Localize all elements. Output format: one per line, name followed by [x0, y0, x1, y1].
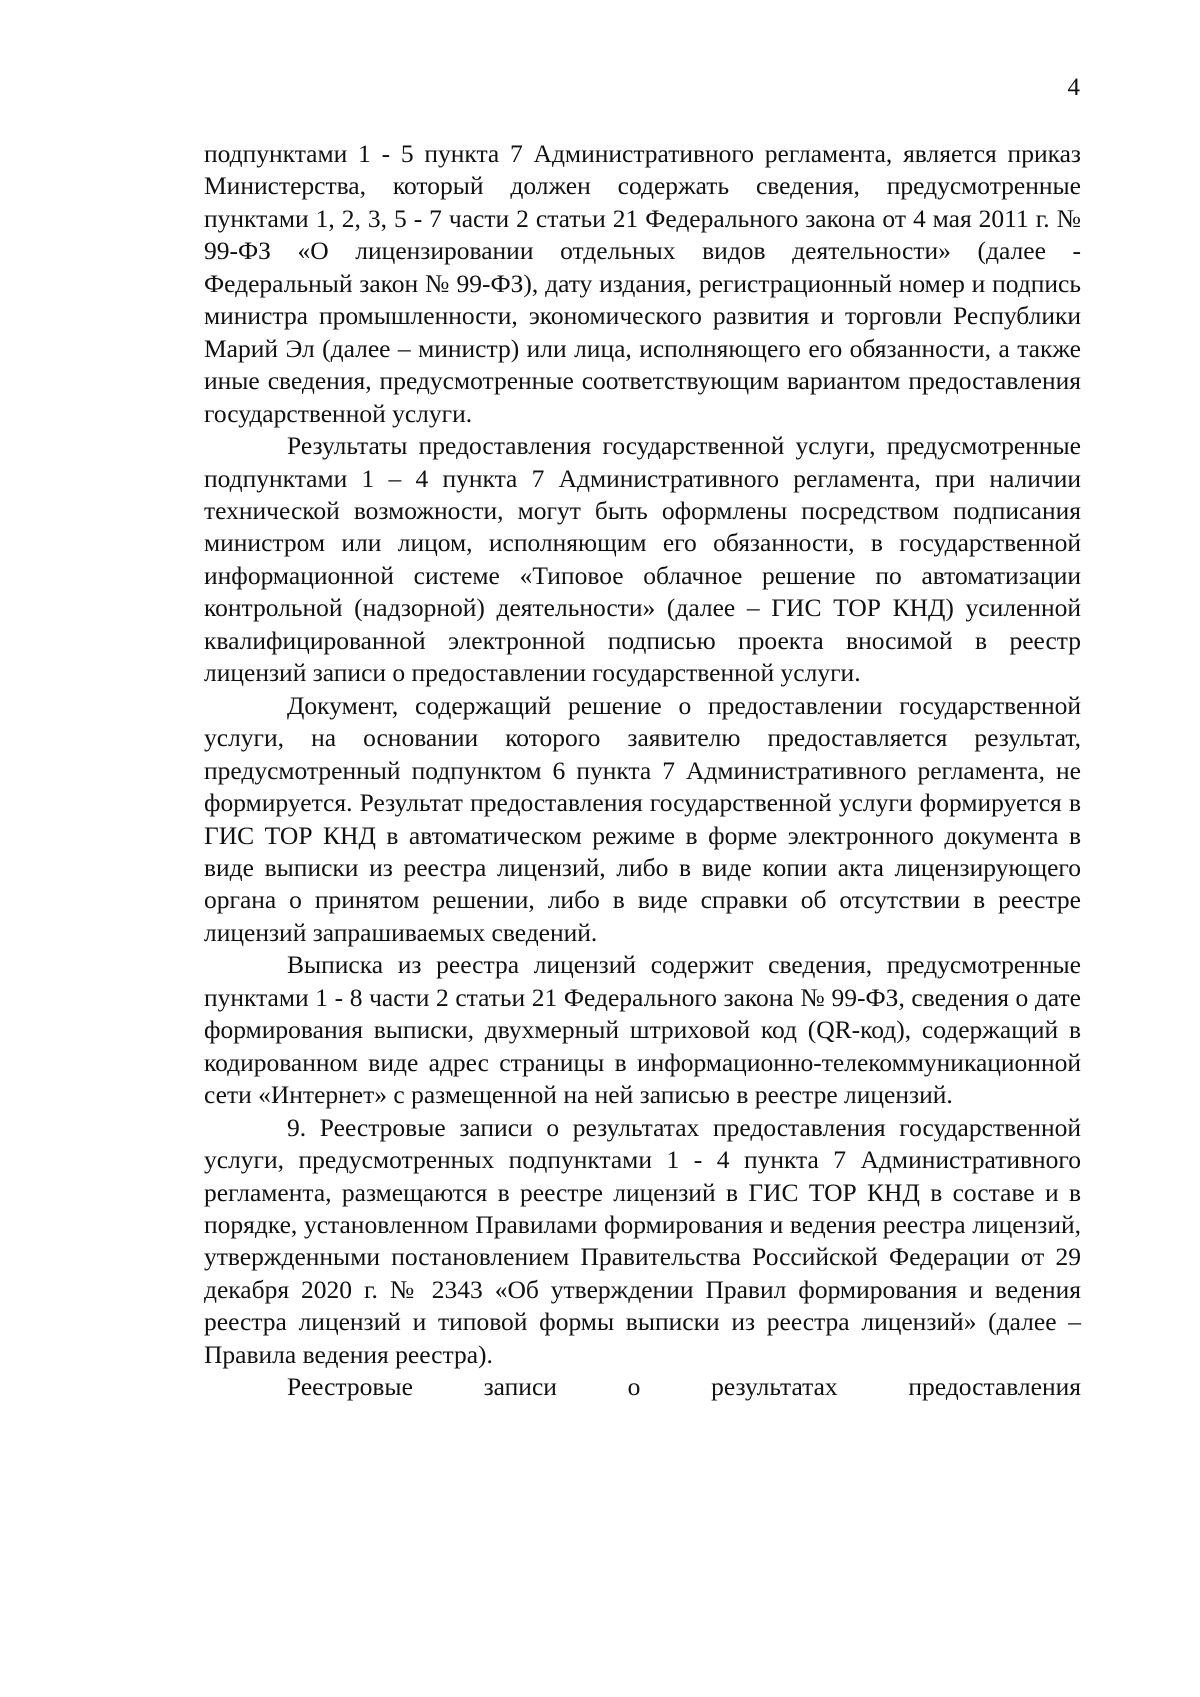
paragraph-results-signing: Результаты предоставления государственной услуги, предусмотренные подпунктами 1 – 4 пункта 7 Административного регламента, при наличии технической возможности, могут быть оформлены посредством подписания министром или лицом, исполняющим его обязанности, в государственной информационной системе «Типовое облачное решение по автоматизации контрольной (надзорной) деятельности» (далее – ГИС ТОР КНД) усиленной квалифицированной электронной подписью проекта вносимой в реестр лицензий записи о предоставлении государственной услуги. [204, 431, 1081, 688]
page-number: 4 [1067, 74, 1080, 101]
paragraph-result-document: Документ, содержащий решение о предоставлении государственной услуги, на основании которого заявителю предоставляется результат, предусмотренный подпунктом 6 пункта 7 Административного регламента, не формируется. Результат предоставления государственной услуги формируется в ГИС ТОР КНД в автоматическом режиме в форме электронного документа в виде выписки из реестра лицензий, либо в виде копии акта лицензирующего органа о принятом решении, либо в виде справки об отсутствии в реестре лицензий запрашиваемых сведений. [204, 690, 1081, 947]
paragraph-continuation: подпунктами 1 - 5 пункта 7 Административного регламента, является приказ Министерства, который должен содержать сведения, предусмотренные пунктами 1, 2, 3, 5 - 7 части 2 статьи 21 Федерального закона от 4 мая 2011 г. № 99-ФЗ «О лицензировании отдельных видов деятельности» (далее - Федеральный закон № 99-ФЗ), дату издания, регистрационный номер и подпись министра промышленности, экономического развития и торговли Республики Марий Эл (далее – министр) или лица, исполняющего его обязанности, а также иные сведения, предусмотренные соответствующим вариантом предоставления государственной услуги. [204, 139, 1081, 428]
paragraph-registry-extract: Выписка из реестра лицензий содержит сведения, предусмотренные пунктами 1 - 8 части 2 статьи 21 Федерального закона № 99-ФЗ, сведения о дате формирования выписки, двухмерный штриховой код (QR-код), содержащий в кодированном виде адрес страницы в информационно-телекоммуникационной сети «Интернет» с размещенной на ней записью в реестре лицензий. [204, 950, 1081, 1110]
paragraph-registry-records: Реестровые записи о результатах предоставления [287, 1372, 1081, 1402]
document-body [204, 138, 1081, 1404]
paragraph-item-9: 9. Реестровые записи о результатах предоставления государственной услуги, предусмотренных подпунктами 1 - 4 пункта 7 Административного регламента, размещаются в реестре лицензий в ГИС ТОР КНД в составе и в порядке, установленном Правилами формирования и ведения реестра лицензий, утвержденными постановлением Правительства Российской Федерации от 29 декабря 2020 г. № 2343 «Об утверждении Правил формирования и ведения реестра лицензий и типовой формы выписки из реестра лицензий» (далее – Правила ведения реестра). [204, 1112, 1081, 1369]
